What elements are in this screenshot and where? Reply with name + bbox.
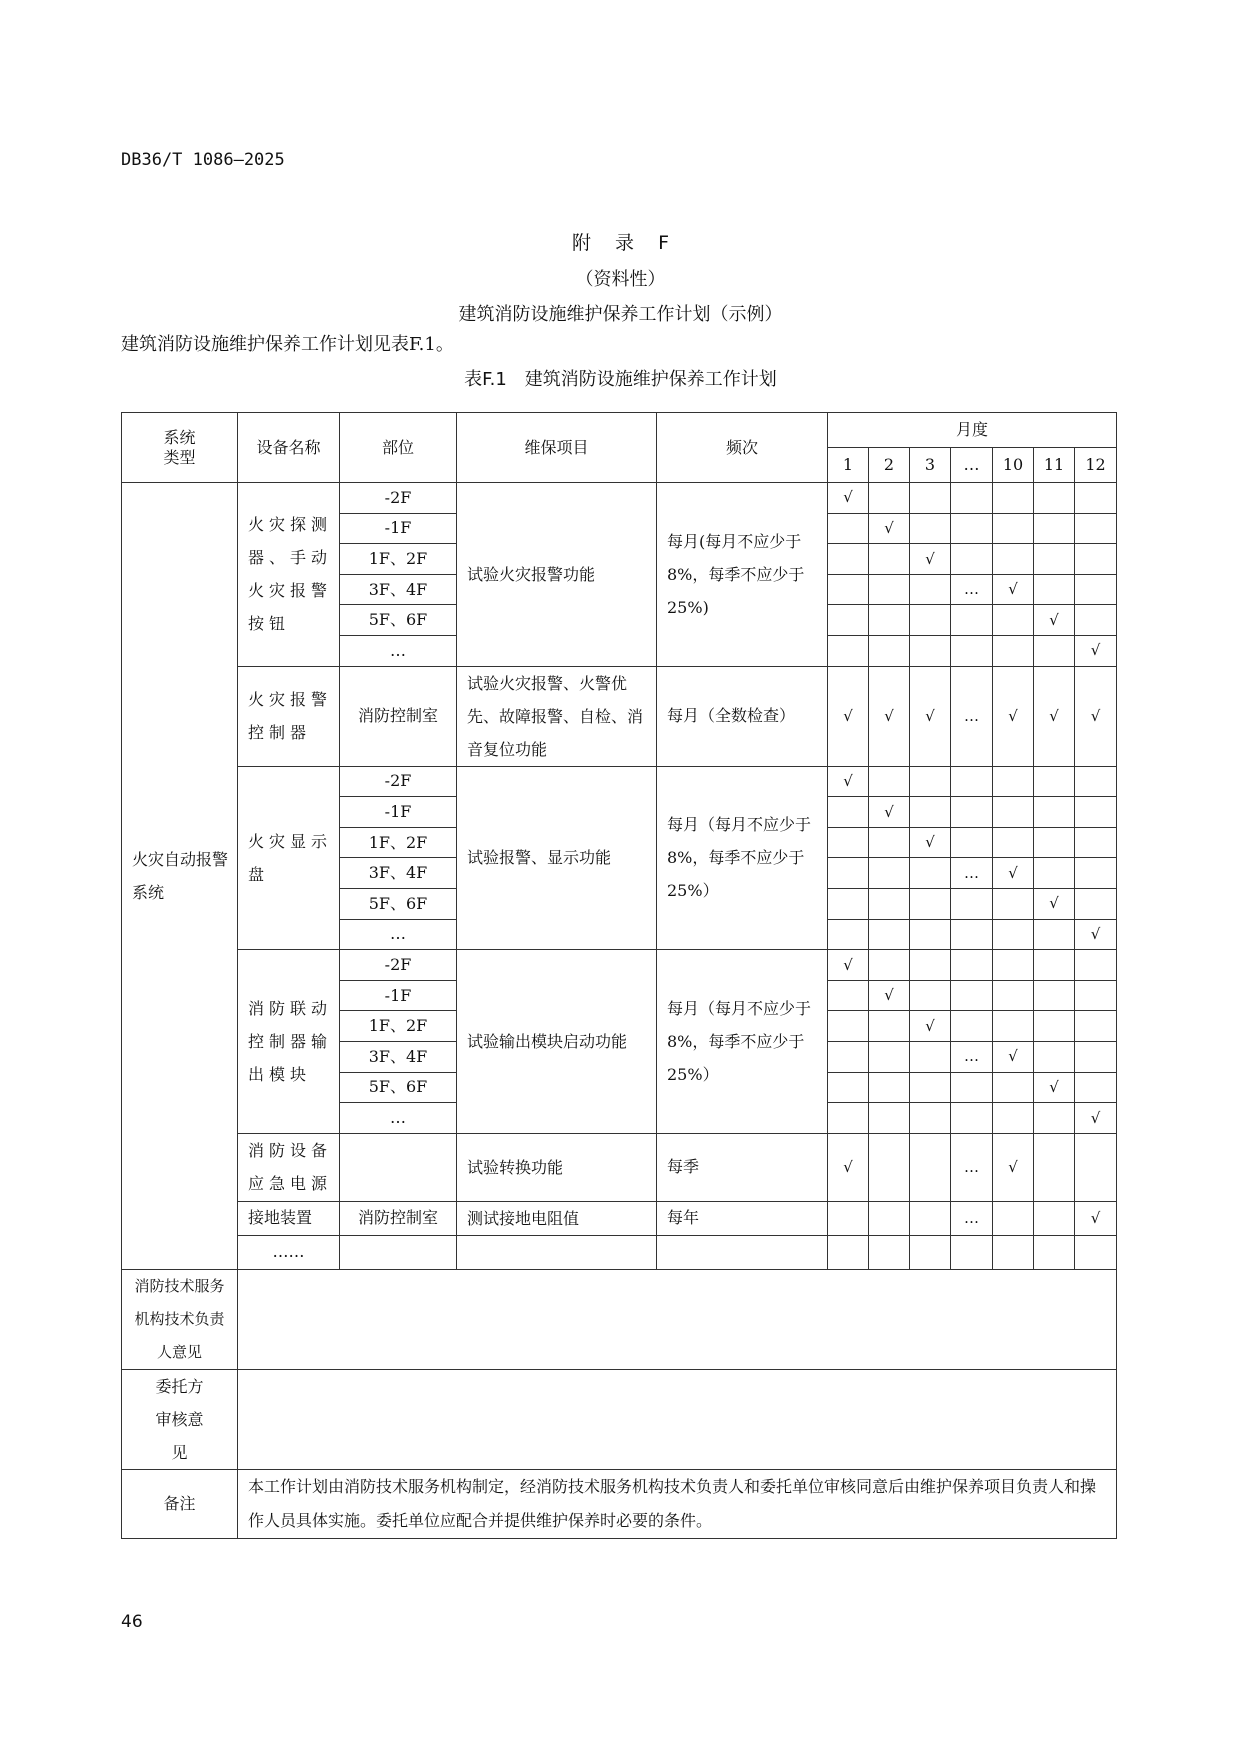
document-code: DB36/T 1086—2025 [121,150,285,170]
location-cell: -2F [340,483,457,514]
month-mark [993,1072,1034,1103]
month-mark [910,1041,951,1072]
month-mark [1075,1041,1117,1072]
month-mark [910,1133,951,1201]
device-name-cell: 火灾探测器、手动火灾报警按钮 [238,483,340,667]
frequency-cell: 每月（每月不应少于8%，每季不应少于25%） [657,950,828,1134]
location-cell: 消防控制室 [340,1201,457,1235]
month-mark: √ [910,827,951,858]
month-mark [1075,1011,1117,1042]
month-mark [828,888,869,919]
month-mark [869,605,910,636]
device-name-cell: 消防设备应急电源 [238,1133,340,1201]
intro-paragraph: 建筑消防设施维护保养工作计划见表F.1。 [121,334,454,355]
month-mark [910,980,951,1011]
month-mark [993,827,1034,858]
month-mark [951,950,993,981]
month-mark [1034,1103,1075,1134]
month-mark [951,919,993,950]
location-cell: 3F、4F [340,858,457,889]
month-mark: √ [910,544,951,575]
item-cell: 试验报警、显示功能 [457,766,657,950]
month-mark [993,888,1034,919]
month-mark [910,513,951,544]
month-mark: √ [1075,635,1117,666]
month-mark [951,1011,993,1042]
month-mark [910,635,951,666]
location-cell: -2F [340,950,457,981]
location-cell: 5F、6F [340,1072,457,1103]
table-row [122,483,1117,514]
month-mark [1034,766,1075,797]
month-mark [951,635,993,666]
month-mark [1034,1011,1075,1042]
month-mark [1075,483,1117,514]
frequency-cell: 每年 [657,1201,828,1235]
month-mark [869,574,910,605]
month-mark [910,919,951,950]
table-row [122,666,1117,766]
table-caption: 表F.1 建筑消防设施维护保养工作计划 [464,369,777,390]
header-month-12: 12 [1075,448,1117,483]
month-mark [1075,574,1117,605]
header-item: 维保项目 [457,413,657,483]
remark-row [122,1469,1117,1538]
location-cell: -1F [340,980,457,1011]
month-mark [828,827,869,858]
month-mark: … [951,1201,993,1235]
month-mark: … [951,1133,993,1201]
location-cell: 3F、4F [340,574,457,605]
month-mark [1075,766,1117,797]
frequency-cell: 每季 [657,1133,828,1201]
month-mark [993,605,1034,636]
month-mark: √ [993,1041,1034,1072]
month-mark: √ [869,666,910,766]
month-mark [951,605,993,636]
month-mark [828,1103,869,1134]
item-cell: 试验火灾报警、火警优先、故障报警、自检、消音复位功能 [457,666,657,766]
header-month-1: 1 [828,448,869,483]
month-mark [993,980,1034,1011]
month-mark [1034,1041,1075,1072]
month-mark: √ [828,1133,869,1201]
month-mark [910,1201,951,1235]
month-mark: … [951,666,993,766]
month-mark [828,797,869,828]
month-mark: √ [910,666,951,766]
month-mark [993,950,1034,981]
month-mark [951,797,993,828]
month-mark [951,483,993,514]
month-mark [869,1133,910,1201]
header-month-11: 11 [1034,448,1075,483]
frequency-cell: 每月（全数检查） [657,666,828,766]
month-mark: √ [869,980,910,1011]
month-mark [993,1235,1034,1269]
frequency-cell: 每月(每月不应少于8%，每季不应少于25%) [657,483,828,667]
month-mark [1034,858,1075,889]
month-mark: √ [1075,919,1117,950]
header-frequency: 频次 [657,413,828,483]
month-mark [869,1041,910,1072]
month-mark: √ [828,483,869,514]
location-cell [340,1235,457,1269]
month-mark [828,544,869,575]
frequency-cell: 每月（每月不应少于8%，每季不应少于25%） [657,766,828,950]
item-cell: 试验输出模块启动功能 [457,950,657,1134]
location-cell: … [340,1103,457,1134]
client-opinion-row [122,1369,1117,1469]
month-mark: √ [1034,888,1075,919]
month-mark [828,919,869,950]
month-mark [869,827,910,858]
location-cell: … [340,635,457,666]
month-mark [1075,827,1117,858]
month-mark [869,766,910,797]
page-number: 46 [121,1612,143,1632]
location-cell: 3F、4F [340,1041,457,1072]
month-mark [1034,827,1075,858]
month-mark: √ [828,950,869,981]
month-mark [828,635,869,666]
month-mark [1075,797,1117,828]
location-cell: -1F [340,797,457,828]
month-mark [828,513,869,544]
location-cell: … [340,919,457,950]
appendix-heading: 附 录 F [571,232,669,254]
location-cell: -1F [340,513,457,544]
month-mark [951,1072,993,1103]
month-mark [869,635,910,666]
device-name-cell: 火灾显示盘 [238,766,340,950]
month-mark [951,1235,993,1269]
month-mark [993,544,1034,575]
month-mark [869,858,910,889]
month-mark [1075,1072,1117,1103]
remark-label: 备注 [122,1469,238,1538]
remark-text: 本工作计划由消防技术服务机构制定，经消防技术服务机构技术负责人和委托单位审核同意后由维护保养项目负责人和操作人员具体实施。委托单位应配合并提供维护保养时必要的条件。 [238,1469,1117,1538]
month-mark [1075,605,1117,636]
month-mark [869,919,910,950]
item-cell: 试验转换功能 [457,1133,657,1201]
month-mark [951,980,993,1011]
month-mark [910,950,951,981]
month-mark [1075,980,1117,1011]
month-mark [869,1201,910,1235]
header-location: 部位 [340,413,457,483]
month-mark: √ [869,797,910,828]
month-mark [910,574,951,605]
month-mark [1034,919,1075,950]
month-mark [993,766,1034,797]
month-mark [1034,574,1075,605]
month-mark [951,1103,993,1134]
table-row [122,766,1117,797]
month-mark [993,635,1034,666]
month-mark [828,1041,869,1072]
month-mark [1034,1133,1075,1201]
month-mark: √ [1034,1072,1075,1103]
month-mark: √ [1034,605,1075,636]
item-cell: 测试接地电阻值 [457,1201,657,1235]
month-mark: √ [993,574,1034,605]
month-mark [910,1235,951,1269]
tech-opinion-field [238,1269,1117,1369]
month-mark: … [951,574,993,605]
month-mark [828,1235,869,1269]
month-mark [993,1103,1034,1134]
month-mark: √ [1075,1103,1117,1134]
month-mark: √ [993,666,1034,766]
month-mark [828,1011,869,1042]
month-mark [1034,1235,1075,1269]
month-mark [869,888,910,919]
month-mark [993,797,1034,828]
month-mark [828,858,869,889]
month-mark [910,766,951,797]
month-mark [1034,513,1075,544]
month-mark: √ [993,858,1034,889]
tech-opinion-label: 消防技术服务机构技术负责人意见 [122,1269,238,1369]
table-row [122,1235,1117,1269]
item-cell [457,1235,657,1269]
month-mark [869,1235,910,1269]
month-mark [951,544,993,575]
header-month-2: 2 [869,448,910,483]
month-mark [869,1011,910,1042]
item-cell: 试验火灾报警功能 [457,483,657,667]
header-month-ellipsis: … [951,448,993,483]
device-name-cell: 火灾报警控制器 [238,666,340,766]
tech-opinion-row [122,1269,1117,1369]
device-name-cell: 消防联动控制器输出模块 [238,950,340,1134]
month-mark [1075,1133,1117,1201]
maintenance-plan-table [121,412,1117,1539]
table-row [122,1201,1117,1235]
month-mark: √ [828,766,869,797]
month-mark [828,605,869,636]
system-type-cell: 火灾自动报警系统 [122,483,238,1270]
month-mark [828,980,869,1011]
location-cell: 5F、6F [340,888,457,919]
appendix-type: （资料性） [575,269,666,290]
table-row [122,1133,1117,1201]
month-mark [1034,635,1075,666]
frequency-cell [657,1235,828,1269]
month-mark [951,766,993,797]
month-mark [910,797,951,828]
month-mark: √ [910,1011,951,1042]
month-mark [993,1011,1034,1042]
month-mark [910,888,951,919]
month-mark [828,574,869,605]
month-mark: √ [869,513,910,544]
month-mark [1075,544,1117,575]
month-mark [910,858,951,889]
device-name-cell: …… [238,1235,340,1269]
location-cell: 5F、6F [340,605,457,636]
appendix-title: 建筑消防设施维护保养工作计划（示例） [458,304,783,325]
header-month-3: 3 [910,448,951,483]
device-name-cell: 接地装置 [238,1201,340,1235]
month-mark: √ [1075,1201,1117,1235]
month-mark [869,950,910,981]
table-row [122,950,1117,981]
header-system-type: 系统类型 [122,413,238,483]
month-mark [993,1201,1034,1235]
month-mark [1034,950,1075,981]
month-mark [910,483,951,514]
month-mark [910,1103,951,1134]
month-mark [951,888,993,919]
month-mark [1075,858,1117,889]
month-mark [993,919,1034,950]
month-mark [869,544,910,575]
location-cell [340,1133,457,1201]
client-opinion-label: 委托方审核意见 [122,1369,238,1469]
month-mark [1034,1201,1075,1235]
location-cell: -2F [340,766,457,797]
client-opinion-field [238,1369,1117,1469]
month-mark [1075,1235,1117,1269]
header-month-10: 10 [993,448,1034,483]
month-mark [993,483,1034,514]
month-mark [828,1201,869,1235]
month-mark [1034,797,1075,828]
month-mark [869,1072,910,1103]
month-mark [910,1072,951,1103]
location-cell: 1F、2F [340,827,457,858]
month-mark [993,513,1034,544]
month-mark: … [951,1041,993,1072]
month-mark [951,827,993,858]
month-mark [1075,888,1117,919]
month-mark: √ [1034,666,1075,766]
month-mark [1034,483,1075,514]
month-mark [910,605,951,636]
month-mark [1034,544,1075,575]
month-mark: √ [1075,666,1117,766]
month-mark [1075,950,1117,981]
header-month: 月度 [828,413,1117,448]
month-mark: √ [993,1133,1034,1201]
location-cell: 消防控制室 [340,666,457,766]
month-mark: … [951,858,993,889]
month-mark [1034,980,1075,1011]
month-mark [951,513,993,544]
month-mark [869,1103,910,1134]
month-mark [828,1072,869,1103]
month-mark: √ [828,666,869,766]
location-cell: 1F、2F [340,544,457,575]
month-mark [869,483,910,514]
month-mark [1075,513,1117,544]
header-device: 设备名称 [238,413,340,483]
location-cell: 1F、2F [340,1011,457,1042]
